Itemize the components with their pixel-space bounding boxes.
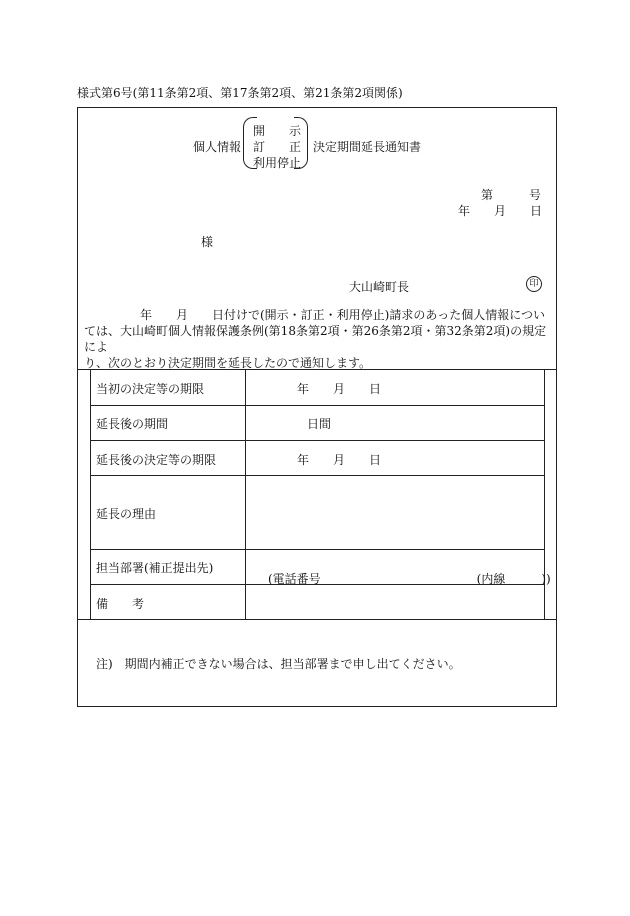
column-divider (245, 369, 246, 619)
form-label: 様式第6号(第11条第2項、第17条第2項、第21条第2項関係) (77, 86, 403, 100)
doc-number: 第 号 (481, 188, 542, 202)
row-divider (90, 475, 544, 476)
row-divider (90, 440, 544, 441)
table-inner-left-border (90, 369, 91, 619)
title-option-disclosure: 開 示 (253, 124, 302, 138)
title-option-suspension: 利用停止 (253, 156, 302, 170)
row-value-department-phone: (電話番号 (内線 )) (268, 572, 551, 586)
row-divider (90, 405, 544, 406)
row-divider (90, 549, 544, 550)
body-line-1: 年 月 日付けで(開示・訂正・利用停止)請求のあった個人情報につい (140, 308, 546, 322)
title-option-correction: 訂 正 (253, 140, 302, 154)
body-line-3: り、次のとおり決定期間を延長したので通知します。 (84, 356, 372, 370)
table-bottom-border (77, 619, 557, 620)
row-label-extended-deadline: 延長後の決定等の期限 (96, 453, 217, 467)
row-label-department: 担当部署(補正提出先) (96, 561, 214, 575)
row-label-extension-period: 延長後の期間 (96, 417, 169, 431)
row-value-extended-deadline: 年 月 日 (297, 453, 382, 467)
title-suffix: 決定期間延長通知書 (313, 140, 422, 154)
body-paragraph (84, 307, 550, 371)
row-label-initial-deadline: 当初の決定等の期限 (96, 382, 205, 396)
title-prefix: 個人情報 (193, 140, 242, 154)
recipient-honorific: 様 (201, 235, 214, 249)
issuer-name: 大山崎町長 (349, 280, 410, 294)
row-value-initial-deadline: 年 月 日 (297, 382, 382, 396)
row-label-extension-reason: 延長の理由 (96, 507, 157, 521)
row-label-remarks: 備 考 (96, 597, 145, 611)
table-top-border (77, 369, 557, 370)
row-value-extension-period: 日間 (307, 417, 332, 431)
doc-date: 年 月 日 (458, 204, 543, 218)
seal-mark: 印 (526, 276, 542, 292)
body-line-2: ては、大山崎町個人情報保護条例(第18条第2項・第26条第2項・第32条第2項)の規定によ (84, 324, 547, 354)
footnote: 注) 期間内補正できない場合は、担当部署まで申し出てください。 (96, 657, 461, 671)
